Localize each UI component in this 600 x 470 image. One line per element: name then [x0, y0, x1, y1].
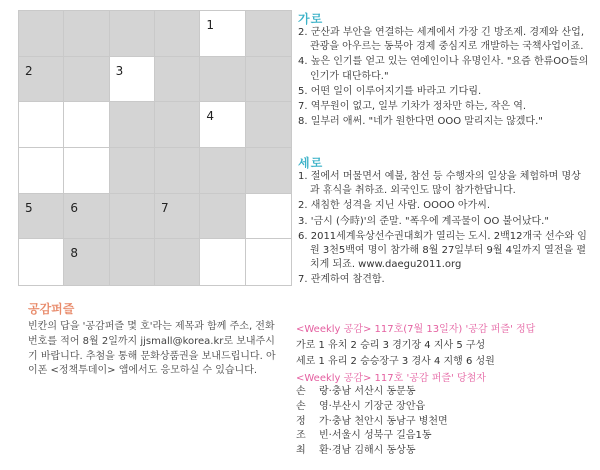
winner-surname: 손 — [296, 400, 306, 412]
answers-heading: <Weekly 공감> 117호(7월 13일자) '공감 퍼즐' 정답 — [296, 324, 536, 335]
cell-number: 7 — [161, 200, 169, 215]
grid-cell — [110, 148, 155, 194]
grid-cell — [155, 148, 200, 194]
grid-cell — [110, 11, 155, 57]
winner-detail: 영·부산시 기장군 장안읍 — [319, 400, 426, 412]
clue-item: 8. 일부러 애써. "네가 원한다면 OOO 말리지는 않겠다." — [298, 116, 543, 128]
grid-cell — [246, 239, 291, 285]
grid-cell — [19, 102, 64, 148]
crossword-grid — [18, 10, 292, 286]
winner-item — [296, 415, 448, 430]
winner-item — [296, 444, 448, 459]
down-title: 세로 — [298, 156, 324, 170]
winners-heading: <Weekly 공감> 117호 '공감 퍼즐' 당첨자 — [296, 373, 486, 384]
across-clue-list — [298, 26, 590, 130]
winner-item — [296, 429, 448, 444]
grid-cell — [64, 239, 109, 285]
clue-item: 1. 절에서 머물면서 예불, 참선 등 수행자의 일상을 체험하며 명상과 휴식을 취하죠. 외국인도 많이 참가한답니다. — [298, 171, 581, 197]
grid-cell — [155, 11, 200, 57]
winner-surname: 정 — [296, 415, 306, 427]
cell-number: 5 — [25, 200, 33, 215]
grid-cell — [110, 57, 155, 103]
grid-cell — [19, 57, 64, 103]
grid-cell — [246, 194, 291, 240]
clue-item: 3. '금시 (今時)'의 준말. "폭우에 계곡물이 OO 불어났다." — [298, 215, 549, 227]
down-clue-list — [298, 170, 590, 289]
clue-item: 7. 역무원이 없고, 일부 기차가 정차만 하는, 작은 역. — [298, 101, 527, 113]
grid-cell — [110, 102, 155, 148]
winner-surname: 조 — [296, 430, 306, 442]
winner-surname: 손 — [296, 386, 306, 397]
winner-item — [296, 385, 448, 400]
grid-cell — [110, 194, 155, 240]
name-mask — [310, 444, 319, 456]
cell-number: 2 — [25, 63, 33, 78]
clue-item: 2. 군산과 부안을 연결하는 세계에서 가장 긴 방조제. 경제와 산업, 관광을 아우르는 동북아 경제 중심지로 개발하는 국책사업이죠. — [298, 27, 585, 53]
grid-cell — [246, 148, 291, 194]
winner-detail: 환·경남 김해시 동상동 — [319, 445, 416, 457]
clue-item: 6. 2011세계육상선수권대회가 열리는 도시. 2백12개국 선수와 임원 3천5백여 명이 참가해 8월 27일부터 9월 4일까지 열전을 펼치게 되죠. www.daegu2011.org — [298, 230, 587, 271]
winner-detail: 가·충남 천안시 동남구 병천면 — [319, 415, 448, 427]
grid-cell — [155, 102, 200, 148]
winner-detail: 빈·서울시 성북구 길음1동 — [319, 430, 432, 442]
cell-number: 3 — [115, 63, 124, 78]
name-mask — [310, 385, 319, 397]
grid-cell — [64, 102, 109, 148]
grid-cell — [200, 102, 245, 148]
name-mask — [310, 429, 319, 441]
grid-cell — [19, 239, 64, 285]
cell-number: 1 — [206, 18, 214, 32]
clue-item: 7. 관계하여 참견함. — [298, 274, 385, 286]
winner-detail: 랑·충남 서산시 동문동 — [319, 386, 416, 397]
puzzle-description: 빈칸의 답을 '공감퍼즐 몇 호'라는 제목과 함께 주소, 전화번호를 적어 8월 2일까지 jjsmall@korea.kr로 보내주시기 바랍니다. 추첨을 통해 문화상품권을 보내드립니다. 아이폰 <정책투데이> 앱에서도 응모하실 수 있습니다. — [28, 321, 276, 377]
winner-surname: 최 — [296, 445, 306, 457]
grid-cell — [19, 148, 64, 194]
grid-cell — [200, 194, 245, 240]
grid-cell — [64, 11, 109, 57]
answers-down: 세로 1 유리 2 승승장구 3 경사 4 지행 6 성원 — [296, 356, 495, 367]
grid-cell — [246, 57, 291, 103]
grid-cell — [155, 57, 200, 103]
grid-cell — [200, 11, 245, 57]
grid-cell — [200, 57, 245, 103]
name-mask — [310, 415, 319, 427]
puzzle-title: 공감퍼즐 — [28, 302, 75, 316]
grid-cell — [200, 239, 245, 285]
grid-cell — [64, 194, 109, 240]
grid-cell — [155, 194, 200, 240]
grid-cell — [110, 239, 155, 285]
clue-item: 5. 어떤 일이 이루어지기를 바라고 기다림. — [298, 85, 482, 97]
grid-cell — [19, 194, 64, 240]
name-mask — [310, 400, 319, 412]
grid-cell — [64, 57, 109, 103]
cell-number: 6 — [70, 200, 78, 215]
cell-number: 8 — [70, 246, 78, 261]
grid-cell — [19, 11, 64, 57]
grid-cell — [200, 148, 245, 194]
winners-list — [296, 385, 448, 459]
across-title: 가로 — [298, 12, 324, 26]
clue-item: 2. 새침한 성격을 지닌 사람. OOOO 아가씨. — [298, 200, 491, 212]
grid-cell — [155, 239, 200, 285]
answers-across: 가로 1 유치 2 승리 3 경기장 4 지사 5 구성 — [296, 340, 486, 351]
grid-cell — [246, 11, 291, 57]
winner-item — [296, 400, 448, 415]
clue-item: 4. 높은 인기를 얻고 있는 연예인이나 유명인사. "요즘 한류OO들의 인기가 대단하다." — [298, 56, 589, 82]
grid-cell — [246, 102, 291, 148]
cell-number: 4 — [206, 109, 214, 124]
grid-cell — [64, 148, 109, 194]
